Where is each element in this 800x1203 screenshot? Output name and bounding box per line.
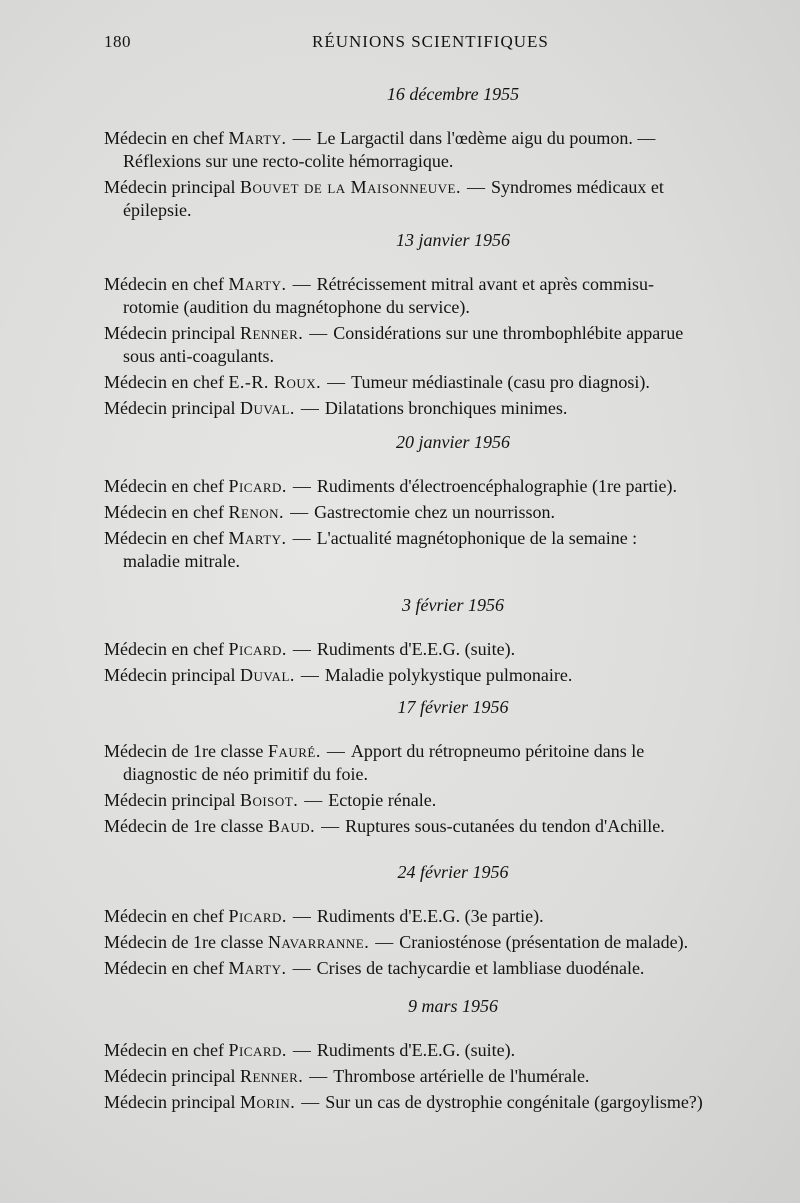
entry-author: Duval.: [239, 665, 295, 685]
entry-title: Apport du rétropneumo péritoine dans le: [350, 741, 645, 761]
entry-author: Marty.: [228, 528, 287, 548]
entry: [104, 322, 756, 368]
entry-author: Baud.: [267, 816, 316, 836]
entry-rank: Médecin en chef: [104, 906, 224, 926]
entry-title: Rudiments d'E.E.G. (suite).: [316, 1040, 516, 1060]
entry: [104, 815, 756, 838]
em-dash: —: [309, 1066, 328, 1086]
entry-rank: Médecin principal: [104, 323, 236, 343]
em-dash: —: [304, 790, 323, 810]
entry: [104, 1039, 756, 1062]
session-list: [104, 84, 756, 1117]
entry: [104, 664, 756, 687]
entry-continuation: maladie mitrale.: [123, 551, 240, 571]
entry-author: Marty.: [228, 958, 287, 978]
em-dash: —: [326, 741, 345, 761]
session-date: 17 février 1956: [397, 697, 509, 717]
entry-continuation: rotomie (audition du magnétophone du service).: [123, 297, 470, 317]
entry-continuation: sous anti-coagulants.: [123, 346, 274, 366]
em-dash: —: [300, 665, 319, 685]
em-dash: —: [321, 816, 340, 836]
entry-author: Marty.: [228, 274, 287, 294]
entry-author: Picard.: [228, 1040, 287, 1060]
session-date: 16 décembre 1955: [386, 84, 520, 104]
entry-rank: Médecin en chef: [104, 958, 224, 978]
entry-title: L'actualité magnétophonique de la semaine :: [316, 528, 638, 548]
entry-author: Picard.: [228, 476, 287, 496]
em-dash: —: [292, 274, 311, 294]
em-dash: —: [300, 398, 319, 418]
entry: [104, 397, 756, 420]
entry-rank: Médecin principal: [104, 398, 236, 418]
entry-title: Considérations sur une thrombophlébite apparue: [333, 323, 684, 343]
entry-author: Picard.: [228, 906, 287, 926]
entry-title: Ectopie rénale.: [328, 790, 437, 810]
em-dash: —: [292, 906, 311, 926]
entry-rank: Médecin principal: [104, 790, 236, 810]
em-dash: —: [292, 528, 311, 548]
entry-title: Crises de tachycardie et lambliase duodénale.: [316, 958, 645, 978]
entry-rank: Médecin en chef: [104, 639, 224, 659]
em-dash: —: [292, 476, 311, 496]
entry-title: Tumeur médiastinale (casu pro diagnosi).: [351, 372, 650, 392]
page-number: 180: [104, 32, 131, 51]
entry-author: Duval.: [239, 398, 295, 418]
session-date: 24 février 1956: [397, 862, 509, 882]
entry-title: Sur un cas de dystrophie congénitale (gargoylisme?): [325, 1092, 703, 1112]
entry-title: Maladie polykystique pulmonaire.: [324, 665, 573, 685]
entry-author: Renner.: [239, 323, 304, 343]
entry: [104, 501, 756, 524]
entry: [104, 638, 756, 661]
entry-rank: Médecin en chef: [104, 128, 224, 148]
em-dash: —: [301, 1092, 320, 1112]
session: [104, 230, 756, 420]
entry: [104, 527, 756, 573]
session-date: 9 mars 1956: [407, 996, 498, 1016]
entry-rank: Médecin en chef: [104, 274, 224, 294]
session: [104, 595, 756, 687]
entry: [104, 1065, 756, 1088]
entry-rank: Médecin principal: [104, 177, 236, 197]
entry-rank: Médecin principal: [104, 1066, 236, 1086]
entry-author: E.-R. Roux.: [228, 372, 322, 392]
em-dash: —: [292, 128, 311, 148]
entry-rank: Médecin principal: [104, 1092, 236, 1112]
entry-title: Thrombose artérielle de l'humérale.: [333, 1066, 590, 1086]
session-date: 3 février 1956: [402, 595, 504, 615]
em-dash: —: [292, 1040, 311, 1060]
session: [104, 84, 756, 222]
entry-title: Ruptures sous-cutanées du tendon d'Achille.: [345, 816, 665, 836]
session: [104, 862, 756, 980]
entry-title: Rudiments d'électroencéphalographie (1re partie).: [316, 476, 677, 496]
session: [104, 697, 756, 838]
em-dash: —: [375, 932, 394, 952]
entry-continuation: épilepsie.: [123, 200, 192, 220]
entry-title: Le Largactil dans l'œdème aigu du poumon. —: [316, 128, 656, 148]
session-date: 13 janvier 1956: [396, 230, 510, 250]
session: [104, 432, 756, 573]
entry-rank: Médecin en chef: [104, 528, 224, 548]
em-dash: —: [309, 323, 328, 343]
entry: [104, 789, 756, 812]
entry-rank: Médecin en chef: [104, 372, 224, 392]
entry: [104, 1091, 756, 1114]
entry-author: Bouvet de la Maisonneuve.: [239, 177, 461, 197]
entry-title: Dilatations bronchiques minimes.: [324, 398, 568, 418]
entry-title: Rudiments d'E.E.G. (3e partie).: [316, 906, 544, 926]
entry-rank: Médecin de 1re classe: [104, 932, 264, 952]
entry: [104, 127, 756, 173]
em-dash: —: [290, 502, 309, 522]
entry-continuation: Réflexions sur une recto-colite hémorragique.: [123, 151, 454, 171]
entry-title: Craniosténose (présentation de malade).: [399, 932, 689, 952]
em-dash: —: [466, 177, 485, 197]
entry-title: Syndromes médicaux et: [490, 177, 664, 197]
entry-author: Fauré.: [267, 741, 321, 761]
entry-rank: Médecin en chef: [104, 502, 224, 522]
entry-author: Navarranne.: [267, 932, 370, 952]
entry: [104, 273, 756, 319]
entry-author: Morin.: [239, 1092, 296, 1112]
entry-title: Rudiments d'E.E.G. (suite).: [316, 639, 516, 659]
entry-author: Boisot.: [239, 790, 299, 810]
entry-author: Marty.: [228, 128, 287, 148]
em-dash: —: [327, 372, 346, 392]
entry-author: Renon.: [228, 502, 285, 522]
entry: [104, 905, 756, 928]
session: [104, 996, 756, 1114]
entry-title: Gastrectomie chez un nourrisson.: [314, 502, 555, 522]
entry-rank: Médecin en chef: [104, 476, 224, 496]
entry-continuation: diagnostic de néo primitif du foie.: [123, 764, 368, 784]
em-dash: —: [292, 639, 311, 659]
page-header: [104, 28, 760, 54]
entry-rank: Médecin en chef: [104, 1040, 224, 1060]
running-title: RÉUNIONS SCIENTIFIQUES: [312, 32, 549, 51]
entry-author: Picard.: [228, 639, 287, 659]
entry-title: Rétrécissement mitral avant et après commisu-: [316, 274, 654, 294]
entry: [104, 740, 756, 786]
entry: [104, 957, 756, 980]
entry-author: Renner.: [239, 1066, 304, 1086]
entry-rank: Médecin de 1re classe: [104, 816, 264, 836]
entry-rank: Médecin de 1re classe: [104, 741, 264, 761]
entry: [104, 371, 756, 394]
entry: [104, 176, 756, 222]
em-dash: —: [292, 958, 311, 978]
entry-rank: Médecin principal: [104, 665, 236, 685]
entry: [104, 475, 756, 498]
entry: [104, 931, 756, 954]
session-date: 20 janvier 1956: [396, 432, 510, 452]
